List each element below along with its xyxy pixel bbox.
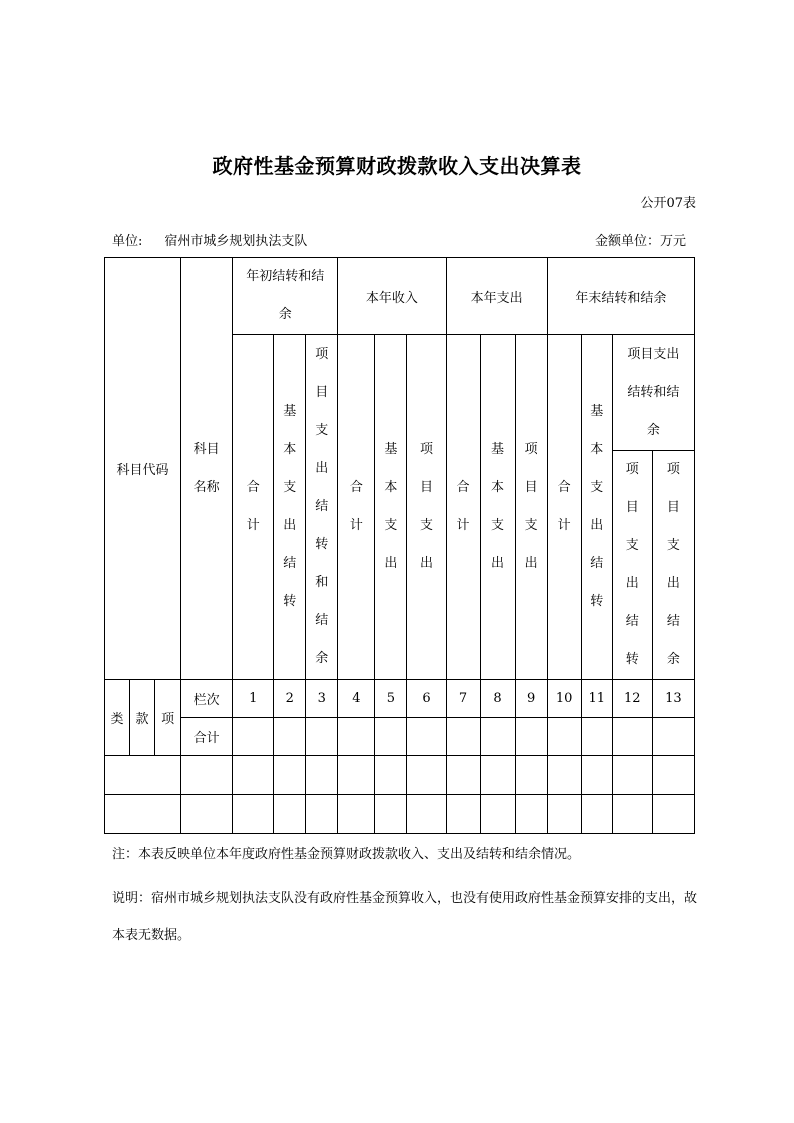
header-expense: 本年支出 <box>446 258 547 335</box>
table-cell <box>375 756 407 795</box>
header-end-project-balance: 项目支出结余 <box>652 451 694 680</box>
table-cell <box>338 795 375 834</box>
table-cell <box>274 795 306 834</box>
table-cell <box>652 795 694 834</box>
table-cell <box>446 795 480 834</box>
table-cell <box>581 718 612 756</box>
budget-table <box>104 257 695 834</box>
table-cell <box>105 756 181 795</box>
table-cell <box>515 795 547 834</box>
col-number: 3 <box>306 680 338 718</box>
table-cell <box>612 718 652 756</box>
col-number: 4 <box>338 680 375 718</box>
table-cell <box>480 756 515 795</box>
col-number: 1 <box>233 680 274 718</box>
header-subject-code: 科目代码 <box>105 258 181 680</box>
col-number: 10 <box>547 680 581 718</box>
header-begin-basic-carry: 基本支出结转 <box>274 335 306 680</box>
table-cell <box>338 718 375 756</box>
header-end-basic-carry: 基本支出结转 <box>581 335 612 680</box>
header-begin-balance: 年初结转和结余 <box>233 258 338 335</box>
table-row <box>105 795 695 834</box>
table-cell <box>306 795 338 834</box>
table-cell <box>181 756 233 795</box>
table-cell <box>181 795 233 834</box>
table-cell <box>581 756 612 795</box>
table-note: 注：本表反映单位本年度政府性基金预算财政拨款收入、支出及结转和结余情况。 <box>112 847 581 862</box>
header-income-total: 合计 <box>338 335 375 680</box>
table-cell <box>612 756 652 795</box>
table-cell <box>446 756 480 795</box>
col-number: 12 <box>612 680 652 718</box>
table-cell <box>306 718 338 756</box>
header-begin-total: 合计 <box>233 335 274 680</box>
col-number: 13 <box>652 680 694 718</box>
col-number: 9 <box>515 680 547 718</box>
unit-label: 单位: <box>112 234 143 249</box>
table-cell <box>652 718 694 756</box>
unit-name: 宿州市城乡规划执法支队 <box>164 234 308 249</box>
header-end-project-carry: 项目支出结转 <box>612 451 652 680</box>
header-expense-basic: 基本支出 <box>480 335 515 680</box>
header-begin-project-carry-balance: 项目支出结转和结余 <box>306 335 338 680</box>
label-heji: 合计 <box>181 718 233 756</box>
table-cell <box>515 718 547 756</box>
table-cell <box>581 795 612 834</box>
table-cell <box>480 795 515 834</box>
col-number: 8 <box>480 680 515 718</box>
label-kuan: 款 <box>130 680 155 756</box>
label-xiang: 项 <box>155 680 181 756</box>
header-end-project-carry-balance: 项目支出结转和结余 <box>612 335 694 451</box>
header-subject-name: 科目名称 <box>181 258 233 680</box>
col-number: 7 <box>446 680 480 718</box>
unit-line <box>112 230 307 249</box>
table-cell <box>375 795 407 834</box>
form-number: 公开07表 <box>640 196 696 211</box>
header-income: 本年收入 <box>338 258 446 335</box>
table-explanation: 说明：宿州市城乡规划执法支队没有政府性基金预算收入，也没有使用政府性基金预算安排的支出，故本表无数据。 <box>112 891 698 943</box>
header-expense-project: 项目支出 <box>515 335 547 680</box>
table-cell <box>612 795 652 834</box>
table-cell <box>233 795 274 834</box>
table-cell <box>233 718 274 756</box>
col-number: 5 <box>375 680 407 718</box>
table-cell <box>233 756 274 795</box>
col-number: 6 <box>407 680 446 718</box>
table-cell <box>547 795 581 834</box>
table-cell <box>306 756 338 795</box>
label-lei: 类 <box>105 680 130 756</box>
table-cell <box>515 756 547 795</box>
table-cell <box>274 756 306 795</box>
table-cell <box>652 756 694 795</box>
col-number: 2 <box>274 680 306 718</box>
table-cell <box>547 756 581 795</box>
table-cell <box>375 718 407 756</box>
table-cell <box>547 718 581 756</box>
table-cell <box>446 718 480 756</box>
header-income-project: 项目支出 <box>407 335 446 680</box>
table-cell <box>274 718 306 756</box>
header-income-basic: 基本支出 <box>375 335 407 680</box>
page-title: 政府性基金预算财政拨款收入支出决算表 <box>212 154 582 178</box>
table-cell <box>480 718 515 756</box>
label-lanci: 栏次 <box>181 680 233 718</box>
amount-unit: 金额单位：万元 <box>594 234 686 249</box>
table-cell <box>407 718 446 756</box>
header-expense-total: 合计 <box>446 335 480 680</box>
header-end-total: 合计 <box>547 335 581 680</box>
table-cell <box>407 795 446 834</box>
col-number: 11 <box>581 680 612 718</box>
header-end-balance: 年末结转和结余 <box>547 258 694 335</box>
table-cell <box>338 756 375 795</box>
table-row <box>105 756 695 795</box>
table-cell <box>407 756 446 795</box>
table-cell <box>105 795 181 834</box>
